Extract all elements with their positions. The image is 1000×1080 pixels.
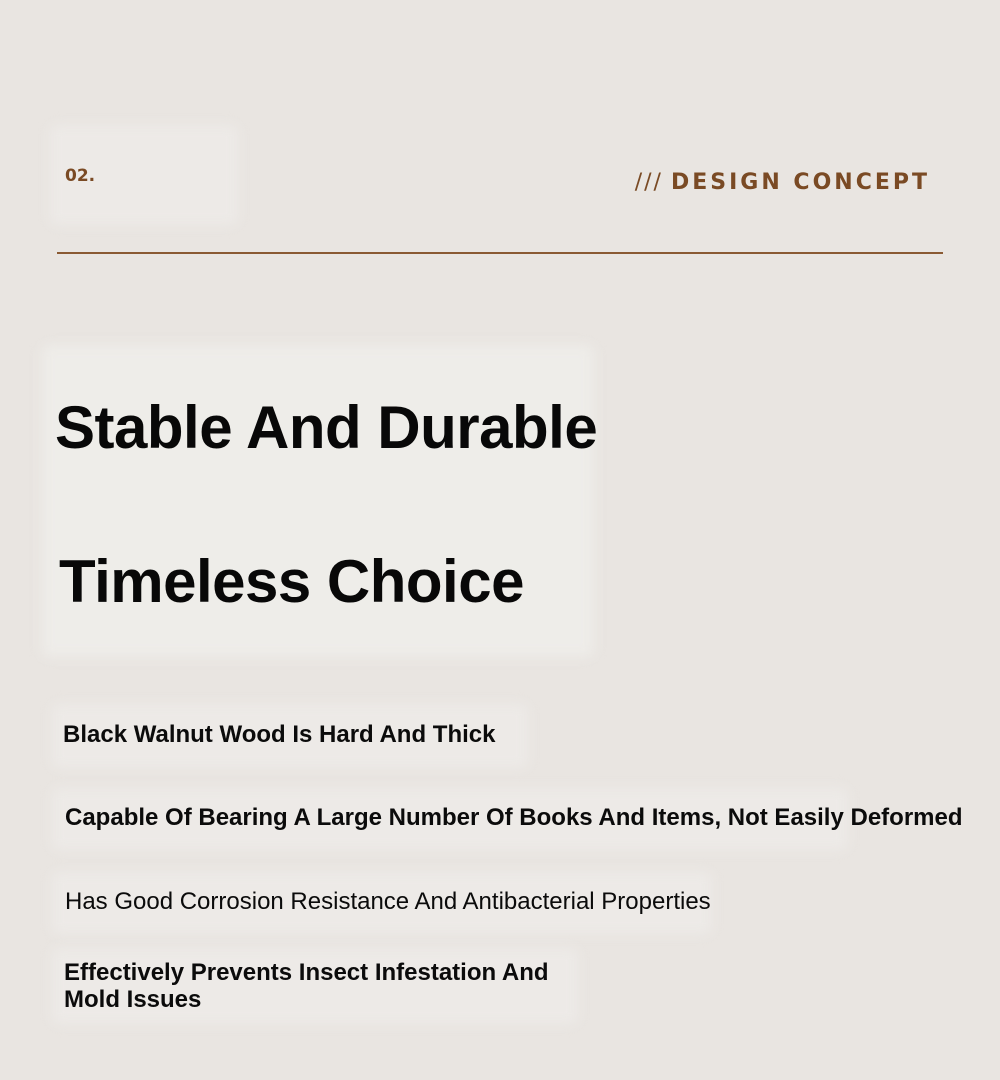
header-divider — [57, 252, 943, 254]
headline-line-2: Timeless Choice — [59, 548, 524, 615]
feature-item: Black Walnut Wood Is Hard And Thick — [63, 721, 496, 748]
section-label — [635, 170, 930, 195]
headline-line-1: Stable And Durable — [55, 394, 598, 461]
section-slashes: /// — [634, 170, 663, 195]
section-number: 02. — [65, 166, 96, 186]
section-title: DESIGN CONCEPT — [670, 170, 930, 195]
feature-item: Has Good Corrosion Resistance And Antibacterial Properties — [65, 888, 711, 915]
feature-item: Effectively Prevents Insect Infestation And Mold Issues — [64, 959, 549, 1013]
feature-item: Capable Of Bearing A Large Number Of Books And Items, Not Easily Deformed — [65, 804, 963, 831]
